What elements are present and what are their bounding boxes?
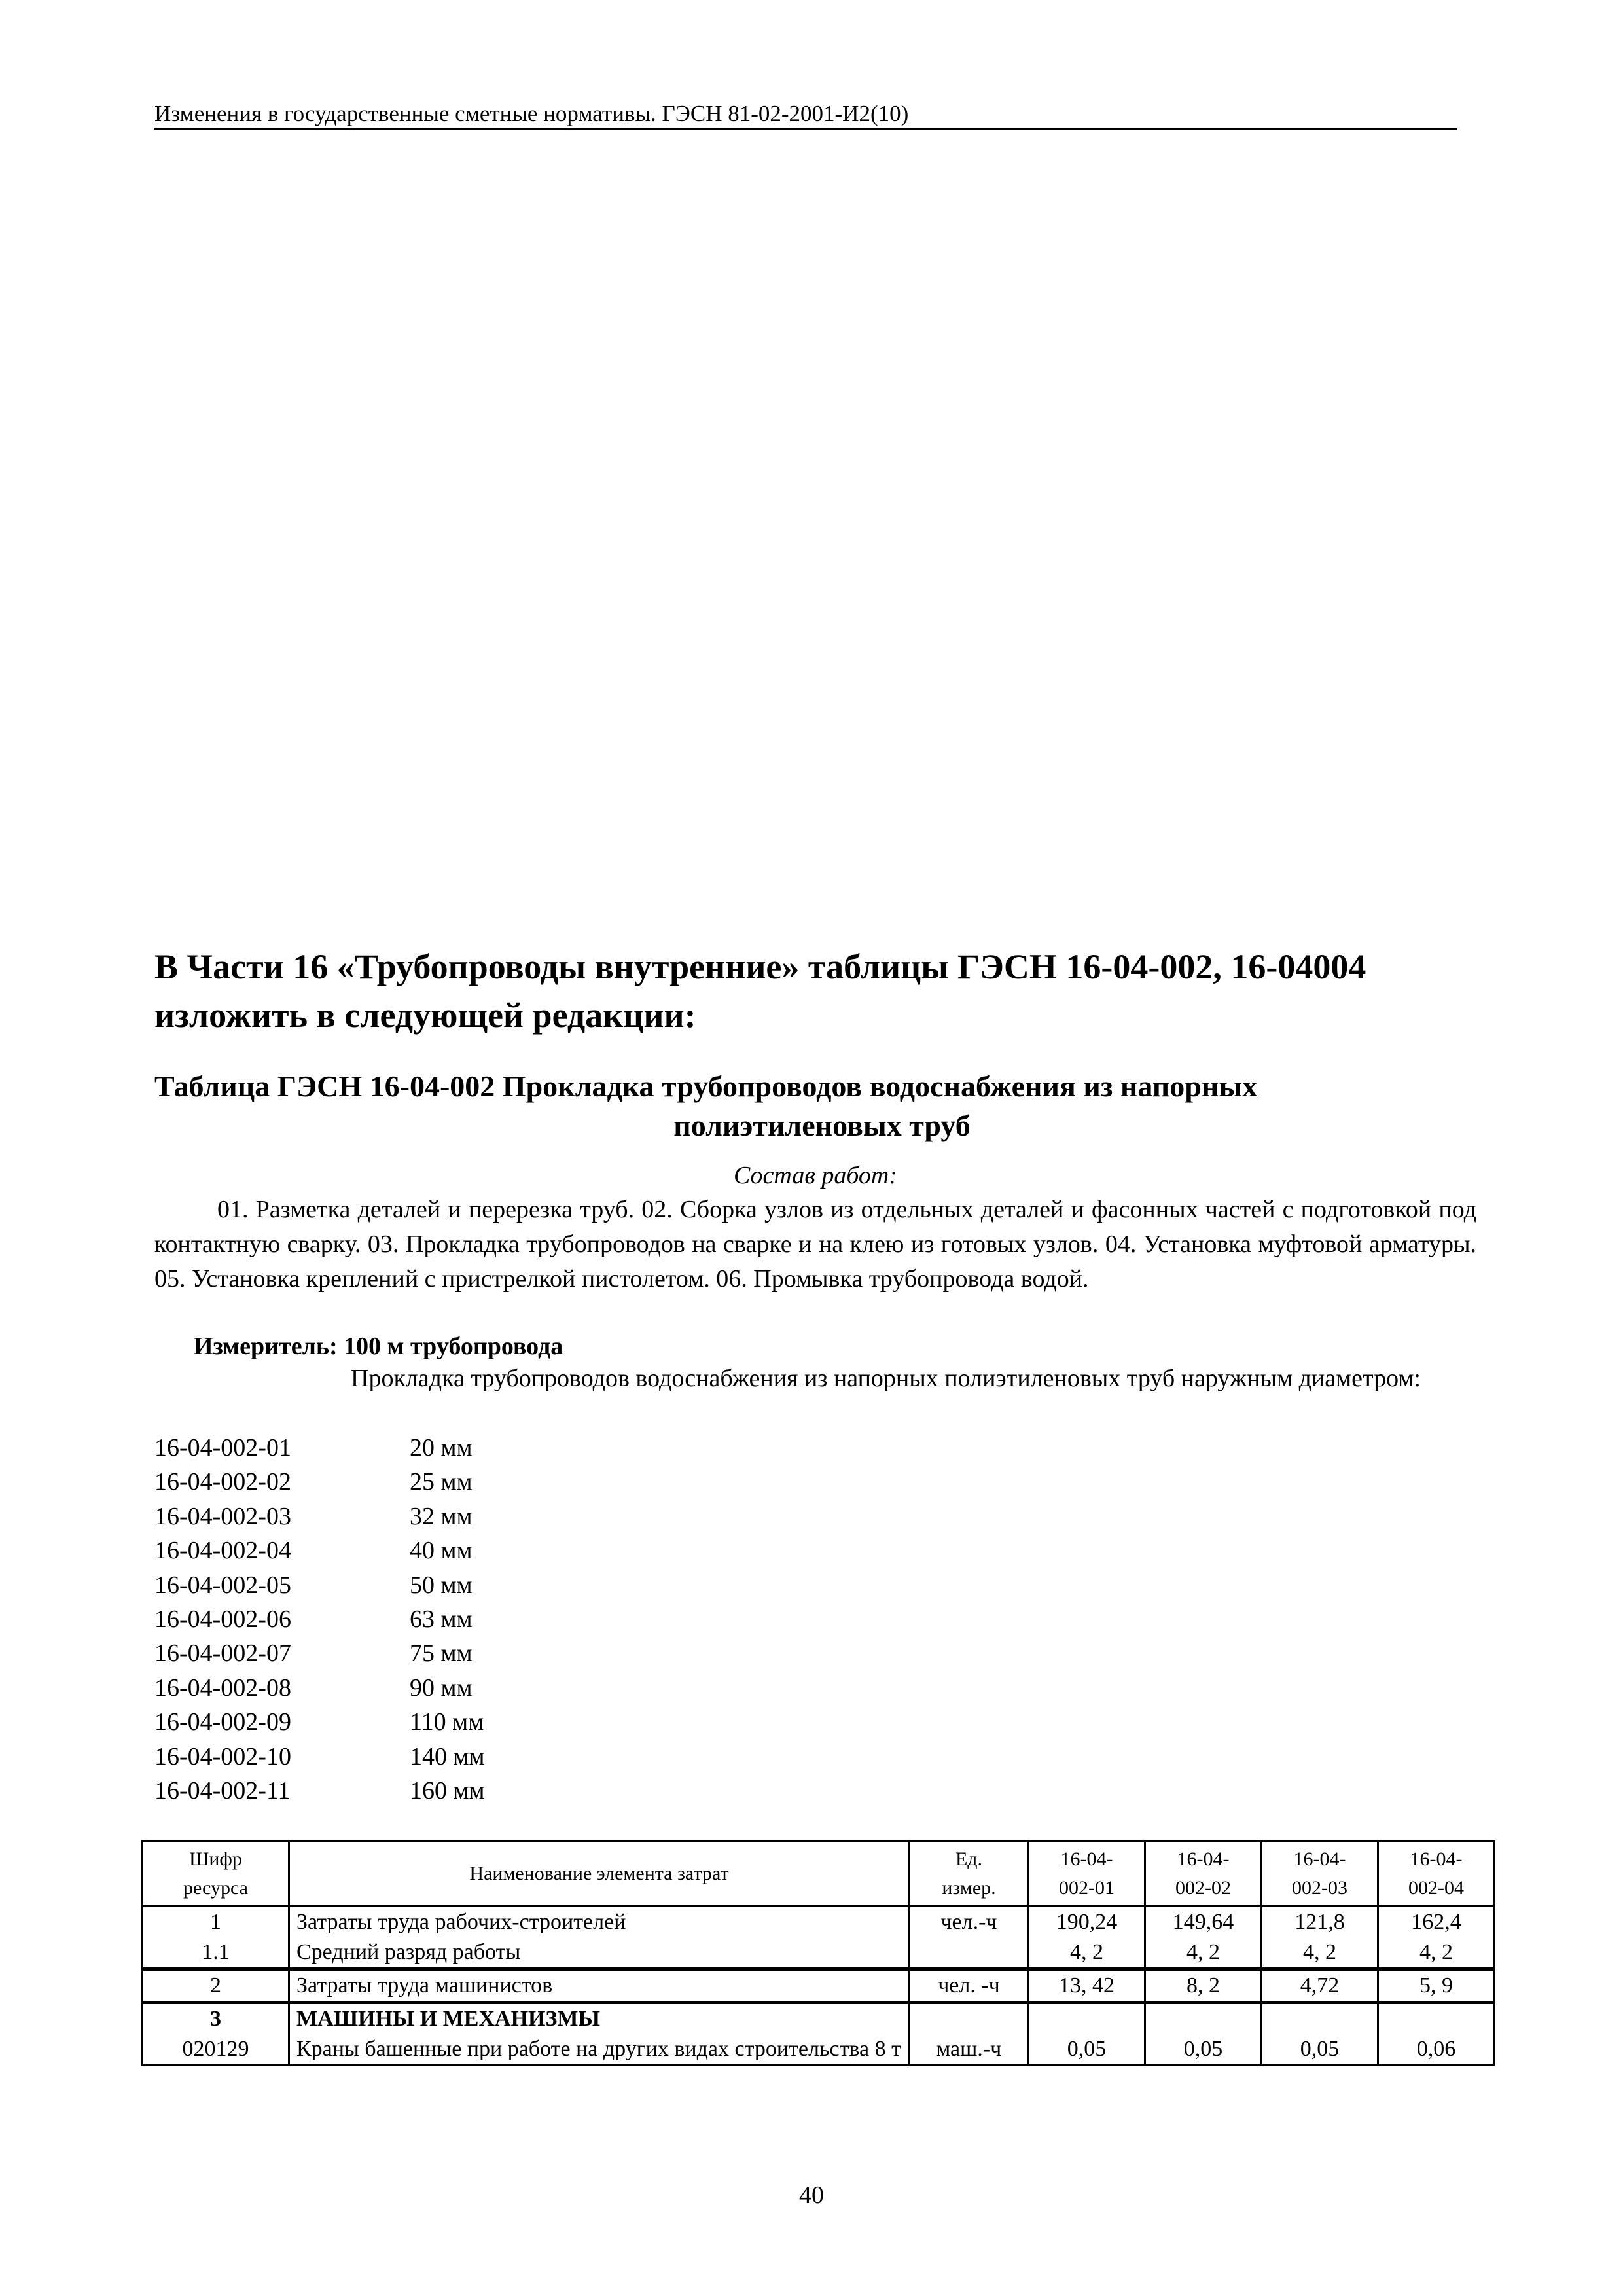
table-title-line-2: полиэтиленовых труб: [673, 1109, 971, 1142]
pipe-diameter: 40 мм: [410, 1537, 473, 1565]
norm-code-row: [154, 1774, 678, 1808]
table-header-row: [143, 1842, 1495, 1907]
norm-code-row: [154, 1431, 678, 1465]
norm-code-row: [154, 1705, 678, 1739]
norm-codes-list: [154, 1431, 678, 1808]
norm-code-row: [154, 1740, 678, 1774]
norm-code-row: [154, 1568, 678, 1602]
cell-unit: маш.-ч: [910, 2003, 1029, 2066]
resource-table: [141, 1840, 1495, 2066]
pipe-diameter: 50 мм: [410, 1571, 473, 1599]
pipe-diameter: 63 мм: [410, 1605, 473, 1633]
norm-code: 16-04-002-01: [154, 1434, 291, 1462]
cell-code: 1 1.1: [143, 1907, 289, 1969]
cell-value: 0,05: [1145, 2003, 1262, 2066]
header-norm-02: 16-04- 002-02: [1145, 1842, 1262, 1907]
norm-code: 16-04-002-10: [154, 1742, 291, 1770]
pipe-diameter: 160 мм: [410, 1776, 485, 1804]
norm-code: 16-04-002-04: [154, 1537, 291, 1565]
cell-value: 8, 2: [1145, 1969, 1262, 2003]
work-composition-text: [154, 1193, 1476, 1297]
measure-unit: Измеритель: 100 м трубопровода: [194, 1333, 563, 1360]
norm-code-row: [154, 1534, 678, 1568]
pipe-diameter: 90 мм: [410, 1674, 473, 1702]
norm-code: 16-04-002-05: [154, 1571, 291, 1599]
cell-code: 3 020129: [143, 2003, 289, 2066]
header-unit: Ед. измер.: [910, 1842, 1029, 1907]
cell-name: Затраты труда машинистов: [289, 1969, 910, 2003]
header-resource-code: Шифр ресурса: [143, 1842, 289, 1907]
header-norm-03: 16-04- 002-03: [1262, 1842, 1378, 1907]
cell-value: 0,05: [1029, 2003, 1145, 2066]
page-number: 40: [799, 2181, 824, 2209]
table-title-line-1: Таблица ГЭСН 16-04-002 Прокладка трубопроводов водоснабжения из напорных: [154, 1069, 1258, 1103]
norm-code-row: [154, 1636, 678, 1670]
pipe-diameter: 25 мм: [410, 1468, 473, 1496]
norm-code: 16-04-002-11: [154, 1776, 291, 1804]
cell-unit: чел. -ч: [910, 1969, 1029, 2003]
cell-value: 4,72: [1262, 1969, 1378, 2003]
table-row-machines: [143, 2003, 1495, 2066]
pipe-diameter: 75 мм: [410, 1640, 473, 1668]
cell-value: 5, 9: [1378, 1969, 1495, 2003]
table-title: [154, 1067, 1489, 1145]
norm-code-row: [154, 1671, 678, 1705]
cell-value: 190,24 4, 2: [1029, 1907, 1145, 1969]
items-intro: Прокладка трубопроводов водоснабжения из напорных полиэтиленовых труб наружным диаметром:: [351, 1365, 1421, 1392]
norm-code: 16-04-002-07: [154, 1640, 291, 1668]
header-element-name: Наименование элемента затрат: [289, 1842, 910, 1907]
cell-value: 0,06: [1378, 2003, 1495, 2066]
running-header: Изменения в государственные сметные нормативы. ГЭСН 81-02-2001-И2(10): [154, 99, 1457, 130]
cell-value: 162,4 4, 2: [1378, 1907, 1495, 1969]
header-norm-01: 16-04- 002-01: [1029, 1842, 1145, 1907]
work-composition-heading: Состав работ:: [733, 1162, 898, 1189]
pipe-diameter: 110 мм: [410, 1708, 484, 1736]
table-row-machinists: [143, 1969, 1495, 2003]
cell-value: 149,64 4, 2: [1145, 1907, 1262, 1969]
norm-code: 16-04-002-06: [154, 1605, 291, 1633]
norm-code-row: [154, 1499, 678, 1534]
norm-code: 16-04-002-08: [154, 1674, 291, 1702]
cell-value: 13, 42: [1029, 1969, 1145, 2003]
pipe-diameter: 20 мм: [410, 1434, 473, 1462]
norm-code: 16-04-002-02: [154, 1468, 291, 1496]
cell-code: 2: [143, 1969, 289, 2003]
norm-code-row: [154, 1602, 678, 1636]
cell-name: Затраты труда рабочих-строителей Средний разряд работы: [289, 1907, 910, 1969]
work-composition-body: 01. Разметка деталей и перерезка труб. 02. Сборка узлов из отдельных деталей и фасонных частей с подготовкой под контактную сварку. 03. Прокладка трубопроводов на сварке и на клею из готовых узлов. 04. Установка муфтовой арматуры. 05. Установка креплений с пристрелкой пистолетом. 06. Промывка трубопровода водой.: [154, 1196, 1476, 1293]
norm-code: 16-04-002-09: [154, 1708, 291, 1736]
header-norm-04: 16-04- 002-04: [1378, 1842, 1495, 1907]
cell-value: 121,8 4, 2: [1262, 1907, 1378, 1969]
pipe-diameter: 32 мм: [410, 1502, 473, 1530]
norm-code: 16-04-002-03: [154, 1502, 291, 1530]
cell-value: 0,05: [1262, 2003, 1378, 2066]
cell-unit: чел.-ч: [910, 1907, 1029, 1969]
table-row-labor: [143, 1907, 1495, 1969]
pipe-diameter: 140 мм: [410, 1742, 485, 1770]
section-heading: В Части 16 «Трубопроводы внутренние» таблицы ГЭСН 16-04-002, 16-04004 изложить в следующей редакции:: [154, 947, 1366, 1035]
cell-name: МАШИНЫ И МЕХАНИЗМЫ Краны башенные при работе на других видах строительства 8 т: [289, 2003, 910, 2066]
norm-code-row: [154, 1465, 678, 1499]
